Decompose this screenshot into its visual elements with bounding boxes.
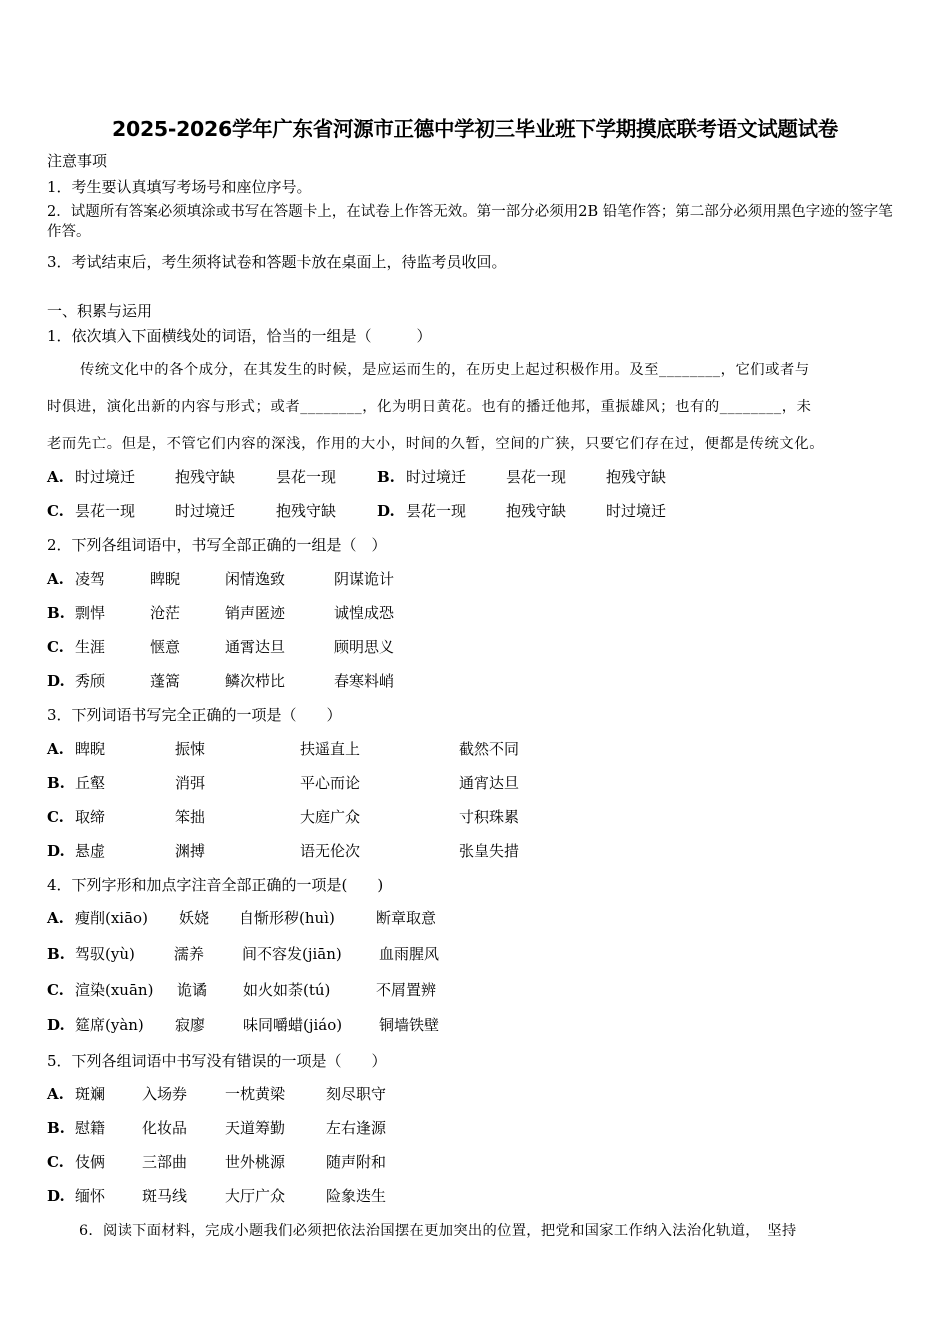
option-key: B. bbox=[377, 468, 395, 486]
option-word: 悬虚 bbox=[75, 842, 106, 860]
question-stem: 4．下列字形和加点字注音全部正确的一项是( ) bbox=[47, 876, 384, 894]
option-word: 抱残守缺 bbox=[175, 468, 236, 486]
option-word: 渊搏 bbox=[175, 842, 206, 860]
passage-line: 老而先亡。但是，不管它们内容的深浅，作用的大小，时间的久暂，空间的广狭，只要它们存在过，便都是传统文化。 bbox=[47, 436, 825, 452]
option-word: 语无伦次 bbox=[300, 842, 361, 860]
option-word: 一枕黄梁 bbox=[225, 1085, 286, 1103]
option-word: 昙花一现 bbox=[276, 468, 337, 486]
option-word: 阴谋诡计 bbox=[334, 570, 395, 588]
option-word: 如火如荼(tú) bbox=[243, 981, 331, 999]
notice-heading: 注意事项 bbox=[47, 152, 108, 170]
option-key: C. bbox=[47, 638, 64, 656]
option-word: 抱残守缺 bbox=[506, 502, 567, 520]
page-title: 2025-2026学年广东省河源市正德中学初三毕业班下学期摸底联考语文试题试卷 bbox=[112, 117, 838, 141]
option-word: 鳞次栉比 bbox=[225, 672, 286, 690]
option-key: B. bbox=[47, 1119, 65, 1137]
option-word: 血雨腥风 bbox=[379, 945, 440, 963]
option-word: 睥睨 bbox=[150, 570, 181, 588]
option-word: 截然不同 bbox=[459, 740, 520, 758]
option-word: 铜墙铁壁 bbox=[379, 1016, 440, 1034]
notice-item: 2．试题所有答案必须填涂或书写在答题卡上，在试卷上作答无效。第一部分必须用2B 铅笔作答；第二部分必须用黑色字迹的签字笔作答。 bbox=[47, 204, 893, 240]
option-word: 抱残守缺 bbox=[606, 468, 667, 486]
question-stem: 6．阅读下面材料，完成小题我们必须把依法治国摆在更加突出的位置，把党和国家工作纳入法治化轨道， 坚持 bbox=[79, 1223, 797, 1239]
option-key: B. bbox=[47, 945, 65, 963]
option-word: 左右逢源 bbox=[326, 1119, 387, 1137]
passage-line: 时俱进，演化出新的内容与形式；或者________，化为明日黄花。也有的播迁他邦，重振雄风；也有的________，未 bbox=[47, 399, 812, 415]
option-key: D. bbox=[47, 1187, 65, 1205]
option-word: 沧茫 bbox=[150, 604, 181, 622]
option-word: 张皇失措 bbox=[459, 842, 520, 860]
question-stem: 2．下列各组词语中，书写全部正确的一组是（ ） bbox=[47, 536, 387, 554]
option-word: 刻尽职守 bbox=[326, 1085, 387, 1103]
option-word: 昙花一现 bbox=[75, 502, 136, 520]
option-word: 蓬篙 bbox=[150, 672, 181, 690]
option-word: 平心而论 bbox=[300, 774, 361, 792]
option-key: B. bbox=[47, 774, 65, 792]
question-stem: 5．下列各组词语中书写没有错误的一项是（ ） bbox=[47, 1052, 387, 1070]
option-key: C. bbox=[47, 808, 64, 826]
option-word: 丘壑 bbox=[75, 774, 106, 792]
question-stem: 1．依次填入下面横线处的词语，恰当的一组是（ ） bbox=[47, 327, 432, 345]
option-word: 睥睨 bbox=[75, 740, 106, 758]
option-word: 濡养 bbox=[174, 945, 205, 963]
option-word: 生涯 bbox=[75, 638, 106, 656]
option-word: 振悚 bbox=[175, 740, 206, 758]
passage-line: 传统文化中的各个成分，在其发生的时候，是应运而生的，在历史上起过积极作用。及至________，它们或者与 bbox=[80, 362, 810, 378]
option-word: 缅怀 bbox=[75, 1187, 106, 1205]
option-word: 取缔 bbox=[75, 808, 106, 826]
notice-item: 3．考试结束后，考生须将试卷和答题卡放在桌面上，待监考员收回。 bbox=[47, 253, 507, 271]
option-key: B. bbox=[47, 604, 65, 622]
section-heading: 一、积累与运用 bbox=[47, 302, 153, 320]
option-word: 春寒料峭 bbox=[334, 672, 395, 690]
option-key: A. bbox=[47, 468, 64, 486]
option-word: 昙花一现 bbox=[506, 468, 567, 486]
option-word: 惬意 bbox=[150, 638, 181, 656]
option-key: D. bbox=[47, 842, 65, 860]
option-word: 通宵达旦 bbox=[459, 774, 520, 792]
option-word: 妖娆 bbox=[179, 909, 210, 927]
option-word: 笨拙 bbox=[175, 808, 206, 826]
option-word: 入场券 bbox=[142, 1085, 188, 1103]
option-word: 世外桃源 bbox=[225, 1153, 286, 1171]
question-stem: 3．下列词语书写完全正确的一项是（ ） bbox=[47, 706, 342, 724]
option-key: A. bbox=[47, 740, 64, 758]
option-key: A. bbox=[47, 909, 64, 927]
option-word: 昙花一现 bbox=[406, 502, 467, 520]
option-word: 寂廖 bbox=[175, 1016, 206, 1034]
option-word: 险象迭生 bbox=[326, 1187, 387, 1205]
option-key: A. bbox=[47, 1085, 64, 1103]
option-word: 间不容发(jiān) bbox=[242, 945, 342, 963]
option-word: 伎俩 bbox=[75, 1153, 106, 1171]
option-word: 消弭 bbox=[175, 774, 206, 792]
option-word: 时过境迁 bbox=[406, 468, 467, 486]
option-word: 三部曲 bbox=[142, 1153, 188, 1171]
option-word: 慰籍 bbox=[75, 1119, 106, 1137]
option-word: 时过境迁 bbox=[606, 502, 667, 520]
option-key: C. bbox=[47, 1153, 64, 1171]
option-word: 驾驭(yù) bbox=[75, 945, 135, 963]
option-key: C. bbox=[47, 981, 64, 999]
option-key: D. bbox=[47, 1016, 65, 1034]
option-key: C. bbox=[47, 502, 64, 520]
option-word: 筵席(yàn) bbox=[75, 1016, 144, 1034]
option-word: 不屑置辨 bbox=[376, 981, 437, 999]
option-word: 秀颀 bbox=[75, 672, 106, 690]
option-word: 扶遥直上 bbox=[300, 740, 361, 758]
option-word: 大庭广众 bbox=[300, 808, 361, 826]
option-word: 时过境迁 bbox=[175, 502, 236, 520]
option-word: 瘦削(xiāo) bbox=[75, 909, 148, 927]
option-word: 销声匿迹 bbox=[225, 604, 286, 622]
option-word: 诚惶成恐 bbox=[334, 604, 395, 622]
option-word: 斑斓 bbox=[75, 1085, 106, 1103]
option-word: 通霄达旦 bbox=[225, 638, 286, 656]
option-word: 顾明思义 bbox=[334, 638, 395, 656]
option-word: 随声附和 bbox=[326, 1153, 387, 1171]
option-key: A. bbox=[47, 570, 64, 588]
option-word: 时过境迁 bbox=[75, 468, 136, 486]
option-word: 抱残守缺 bbox=[276, 502, 337, 520]
option-key: D. bbox=[377, 502, 395, 520]
option-word: 化妆品 bbox=[142, 1119, 188, 1137]
option-word: 闲情逸致 bbox=[225, 570, 286, 588]
option-word: 寸积珠累 bbox=[459, 808, 520, 826]
option-word: 渲染(xuān) bbox=[75, 981, 154, 999]
option-word: 凌驾 bbox=[75, 570, 106, 588]
option-key: D. bbox=[47, 672, 65, 690]
option-word: 断章取意 bbox=[376, 909, 437, 927]
option-word: 味同嚼蜡(jiáo) bbox=[243, 1016, 343, 1034]
option-word: 大厅广众 bbox=[225, 1187, 286, 1205]
option-word: 天道筹勤 bbox=[225, 1119, 286, 1137]
option-word: 剽悍 bbox=[75, 604, 106, 622]
option-word: 自惭形秽(huì) bbox=[239, 909, 335, 927]
option-word: 诡谲 bbox=[177, 981, 208, 999]
notice-item: 1．考生要认真填写考场号和座位序号。 bbox=[47, 178, 312, 196]
option-word: 斑马线 bbox=[142, 1187, 188, 1205]
